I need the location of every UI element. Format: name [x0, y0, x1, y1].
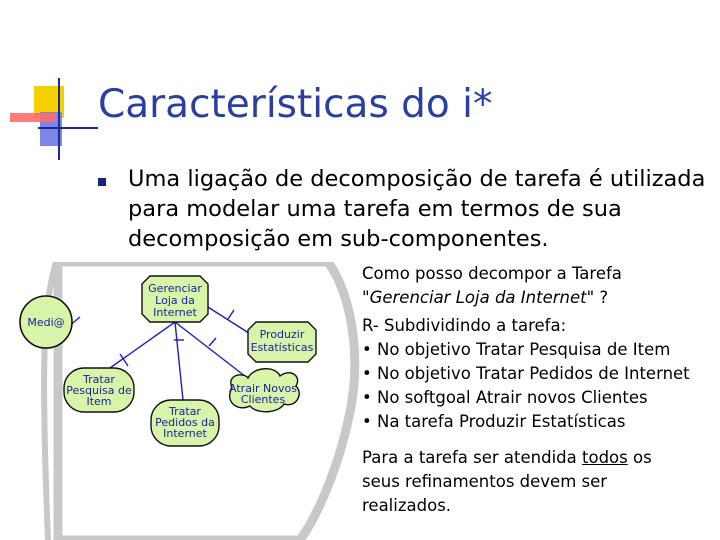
goal-search-line1: Tratar: [83, 373, 115, 386]
answer-item: • Na tarefa Produzir Estatísticas: [362, 412, 626, 431]
corner-decoration: [0, 0, 100, 170]
question-line1: Como posso decompor a Tarefa: [362, 264, 622, 283]
goal-search-line2: Pesquisa de: [66, 384, 132, 397]
answer-item: • No objetivo Tratar Pesquisa de Item: [362, 340, 671, 359]
conclusion-underlined: todos: [582, 448, 628, 467]
goal-orders-line1: Tratar: [169, 405, 201, 418]
task-stats-line1: Produzir: [259, 328, 305, 341]
softgoal-line2: Clientes: [240, 393, 286, 406]
conclusion-suffix: os seus refinamentos devem ser realizados.: [362, 448, 652, 515]
bullet-square-icon: [98, 178, 106, 186]
question-line2: [362, 286, 608, 310]
goal-orders-line2: Pedidos da: [155, 416, 215, 429]
slide-title: Características do i*: [98, 82, 493, 127]
conclusion-prefix: Para a tarefa ser atendida: [362, 448, 582, 467]
softgoal-line1: Atrair Novos: [229, 382, 297, 395]
goal-search-line3: Item: [86, 395, 112, 408]
question-task-name: "Gerenciar Loja da Internet": [362, 288, 595, 307]
istar-diagram: [0, 262, 360, 540]
answer-item: • No softgoal Atrair novos Clientes: [362, 388, 648, 407]
answer-item: • No objetivo Tratar Pedidos de Internet: [362, 364, 690, 383]
task-stats-line2: Estatísticas: [250, 341, 314, 354]
goal-orders-line3: Internet: [163, 427, 207, 440]
answer-intro: R- Subdividindo a tarefa:: [362, 316, 567, 335]
task-main-line2: Loja da: [155, 294, 195, 307]
actor-label: Medi@: [27, 316, 65, 329]
conclusion-text: [362, 446, 672, 518]
bullet-text: Uma ligação de decomposição de tarefa é utilizada para modelar uma tarefa em termos de sua decomposição em sub-componentes.: [128, 166, 706, 252]
question-mark: ?: [594, 288, 609, 307]
task-main-line1: Gerenciar: [148, 282, 202, 295]
task-main-line3: Internet: [153, 306, 197, 319]
corner-decoration-graphic: [0, 0, 100, 170]
